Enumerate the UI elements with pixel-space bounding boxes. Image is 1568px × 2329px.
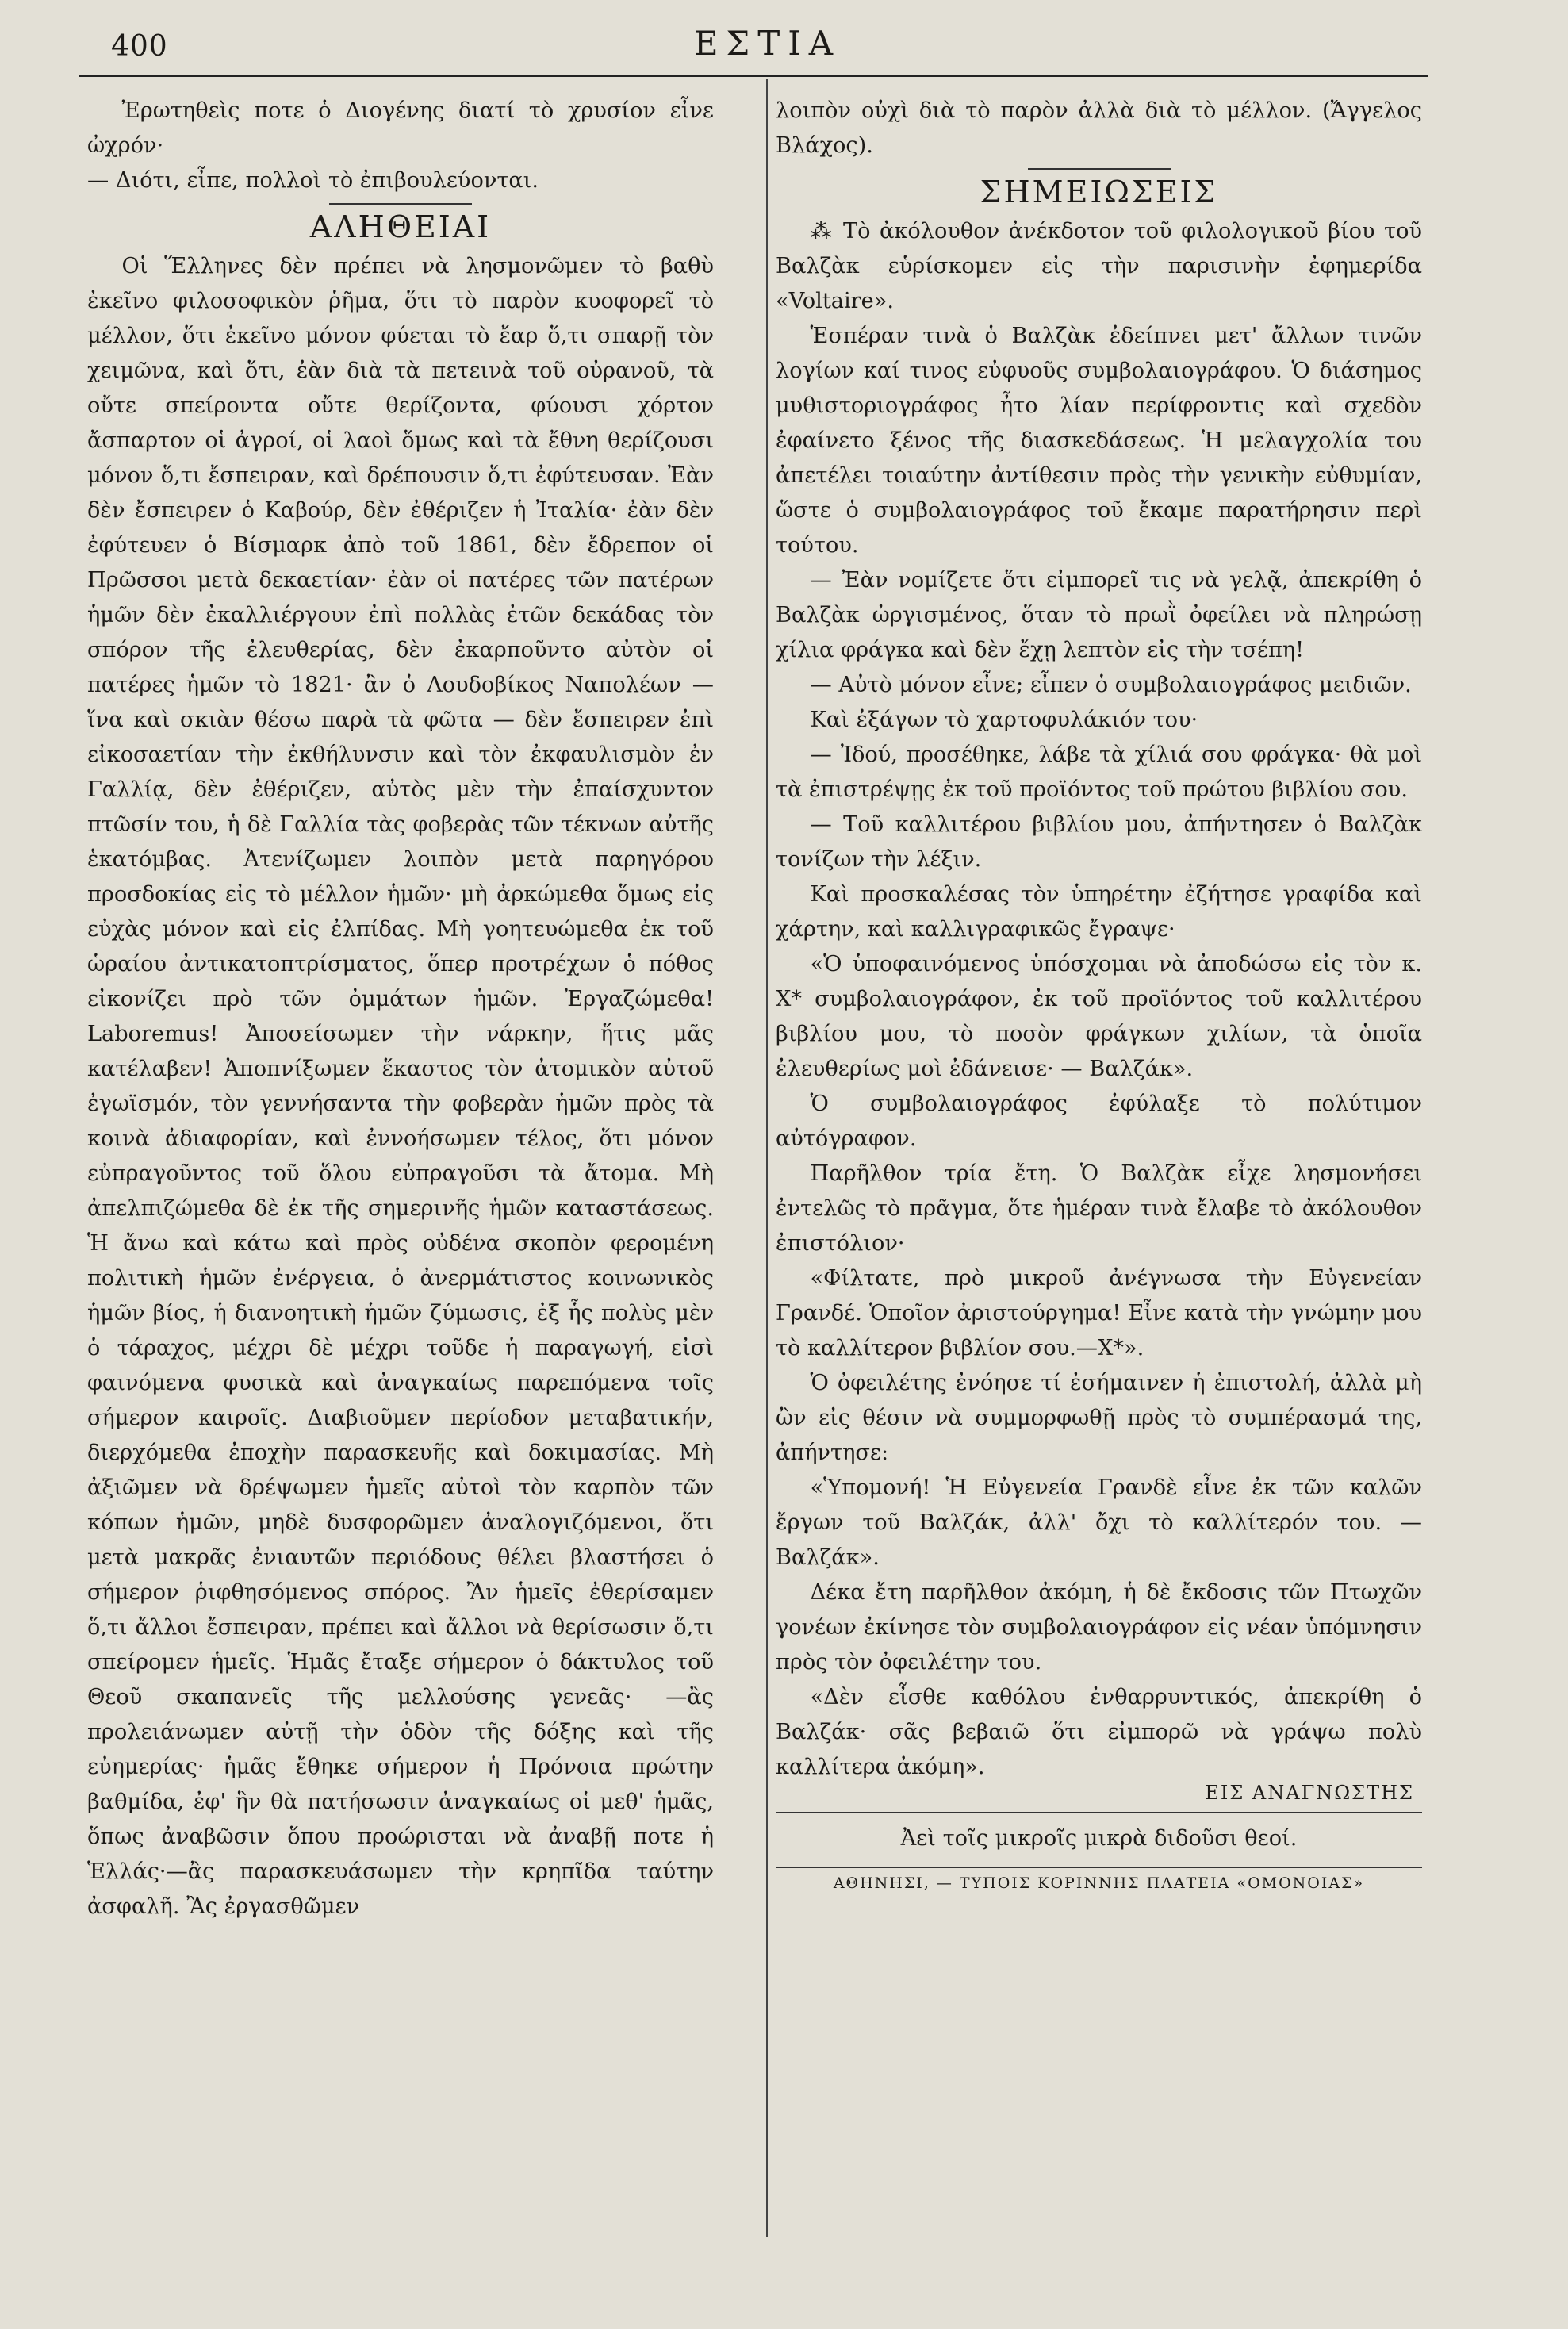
proverb-rule <box>776 1812 1422 1813</box>
section-divider <box>1028 168 1171 170</box>
signature: ΕΙΣ ΑΝΑΓΝΩΣΤΗΣ <box>1205 1782 1414 1804</box>
note-paragraph: «Ὁ ὑποφαινόμενος ὑπόσχομαι νὰ ἀποδώσω εἰς τὸν κ. Χ* συμβολαιογράφον, ἐκ τοῦ προϊόντος τοῦ καλλιτέρου βιβλίου μου, τὸ ποσὸν φράγκων χιλίων, τὰ ὁποῖα ἐλευθερίως μοὶ ἐδάνεισε· — Βαλζάκ». <box>776 952 1429 1081</box>
note-paragraph: ⁂ Τὸ ἀκόλουθον ἀνέκδοτον τοῦ φιλολογικοῦ βίου τοῦ Βαλζὰκ εὑρίσκομεν εἰς τὴν παρισινὴν ἐφημερίδα «Voltaire». <box>776 219 1429 313</box>
printer-imprint: ΑΘΗΝΗΣΙ, — ΤΥΠΟΙΣ ΚΟΡΙΝΝΗΣ ΠΛΑΤΕΙΑ «ΟΜΟΝΟΙΑΣ» <box>833 1874 1365 1892</box>
note-paragraph: — Ἰδού, προσέθηκε, λάβε τὰ χίλιά σου φράγκα· θὰ μοὶ τὰ ἐπιστρέψῃς ἐκ τοῦ προϊόντος τοῦ πρώτου βιβλίου σου. <box>776 742 1429 802</box>
left-column <box>79 94 722 1924</box>
note-paragraph: Καὶ ἐξάγων τὸ χαρτοφυλάκιόν του· <box>810 708 1198 732</box>
header-rule <box>79 75 1428 77</box>
page-number: 400 <box>111 30 168 63</box>
section-divider <box>329 203 472 205</box>
note-paragraph: Καὶ προσκαλέσας τὸν ὑπηρέτην ἐζήτησε γραφίδα καὶ χάρτην, καὶ καλλιγραφικῶς ἔγραψε· <box>776 882 1429 942</box>
note-paragraph: «Δὲν εἶσθε καθόλου ἐνθαρρυντικός, ἀπεκρίθη ὁ Βαλζάκ· σᾶς βεβαιῶ ὅτι εἰμπορῶ νὰ γράψω πολὺ καλλίτερα ἀκόμη». <box>776 1685 1429 1779</box>
proverb: Ἀεὶ τοῖς μικροῖς μικρὰ διδοῦσι θεοί. <box>900 1826 1298 1851</box>
note-paragraph: Ἑσπέραν τινὰ ὁ Βαλζὰκ ἐδείπνει μετ' ἄλλων τινῶν λογίων καί τινος εὐφυοῦς συμβολαιογράφου. Ὁ διάσημος μυθιστοριογράφος ἦτο λίαν περίφροντις καὶ σχεδὸν ἐφαίνετο ξένος τῆς διασκεδάσεως. Ἡ μελαγχολία του ἀπετέλει τοιαύτην ἀντίθεσιν πρὸς τὴν γενικὴν εὐθυμίαν, ὥστε ὁ συμβολαιογράφος τοῦ ἔκαμε παρατήρησιν περὶ τούτου. <box>776 324 1429 558</box>
right-column <box>768 94 1430 1892</box>
note-paragraph: — Αὐτὸ μόνον εἶνε; εἶπεν ὁ συμβολαιογράφος μειδιῶν. <box>810 673 1412 697</box>
note-paragraph: Δέκα ἔτη παρῆλθον ἀκόμη, ἡ δὲ ἔκδοσις τῶν Πτωχῶν γονέων ἐκίνησε τὸν συμβολαιογράφον εἰς νέαν ὑπόμνησιν πρὸς τὸν ὀφειλέτην του. <box>776 1580 1429 1675</box>
note-paragraph: — Ἐὰν νομίζετε ὅτι εἰμπορεῖ τις νὰ γελᾷ, ἀπεκρίθη ὁ Βαλζὰκ ὠργισμένος, ὅταν τὸ πρωῒ ὀφείλει νὰ πληρώσῃ χίλια φράγκα καὶ δὲν ἔχῃ λεπτὸν εἰς τὴν τσέπη! <box>776 568 1429 662</box>
periodical-title: ΕΣΤΙΑ <box>693 24 842 63</box>
article-body: Οἱ Ἕλληνες δὲν πρέπει νὰ λησμονῶμεν τὸ βαθὺ ἐκεῖνο φιλοσοφικὸν ῥῆμα, ὅτι τὸ παρὸν κυοφορεῖ τὸ μέλλον, ὅτι ἐκεῖνο μόνον φύεται τὸ ἔαρ ὅ,τι σπαρῇ τὸν χειμῶνα, καὶ ὅτι, ἐὰν διὰ τὰ πετεινὰ τοῦ οὐρανοῦ, τὰ οὔτε σπείροντα οὔτε θερίζοντα, φύουσι χόρτον ἄσπαρτον οἱ ἀγροί, οἱ λαοὶ ὅμως καὶ τὰ ἔθνη θερίζουσι μόνον ὅ,τι ἔσπειραν, καὶ δρέπουσιν ὅ,τι ἐφύτευσαν. Ἐὰν δὲν ἔσπειρεν ὁ Καβούρ, δὲν ἐθέριζεν ἡ Ἰταλία· ἐὰν δὲν ἐφύτευεν ὁ Βίσμαρκ ἀπὸ τοῦ 1861, δὲν ἔδρεπον οἱ Πρῶσσοι μετὰ δεκαετίαν· ἐὰν οἱ πατέρες τῶν πατέρων ἡμῶν δὲν ἐκαλλιέργουν ἐπὶ πολλὰς ἐτῶν δεκάδας τὸν σπόρον τῆς ἐλευθερίας, δὲν ἐκαρποῦντο αὐτὸν οἱ πατέρες ἡμῶν τὸ 1821· ἂν ὁ Λουδοβίκος Ναπολέων — ἵνα καὶ σκιὰν θέσω παρὰ τὰ φῶτα — δὲν ἔσπειρεν ἐπὶ εἰκοσαετίαν τὴν ἐκθήλυνσιν καὶ τὸν ἐκφαυλισμὸν ἐν Γαλλίᾳ, δὲν ἐθέριζεν, αὐτὸς μὲν τὴν ἐπαίσχυντον πτῶσίν του, ἡ δὲ Γαλλία τὰς φοβερὰς τῶν τέκνων αὐτῆς ἑκατόμβας. Ἀτενίζωμεν λοιπὸν μετὰ παρηγόρου προσδοκίας εἰς τὸ μέλλον ἡμῶν· μὴ ἀρκώμεθα ὅμως εἰς εὐχὰς μόνον καὶ εἰς ἐλπίδας. Μὴ γοητευώμεθα ἐκ τοῦ ὡραίου ἀντικατοπτρίσματος, ὅπερ προτρέχων ὁ πόθος εἰκονίζει πρὸ τῶν ὀμμάτων ἡμῶν. Ἐργαζώμεθα! Laboremus! Ἀποσείσωμεν τὴν νάρκην, ἥτις μᾶς κατέλαβεν! Ἀποπνίξωμεν ἕκαστος τὸν ἀτομικὸν αὐτοῦ ἐγωϊσμόν, τὸν γεννήσαντα τὴν φοβερὰν ἡμῶν πρὸς τὰ κοινὰ ἀδιαφορίαν, καὶ ἐννοήσωμεν τέλος, ὅτι μόνον εὐπραγοῦντος τοῦ ὅλου εὐπραγοῦσι τὰ ἄτομα. Μὴ ἀπελπιζώμεθα δὲ ἐκ τῆς σημερινῆς ἡμῶν καταστάσεως. Ἡ ἄνω καὶ κάτω καὶ πρὸς οὐδένα σκοπὸν φερομένη πολιτικὴ ἡμῶν ἐνέργεια, ὁ ἀνερμάτιστος κοινωνικὸς ἡμῶν βίος, ἡ διανοητικὴ ἡμῶν ζύμωσις, ἐξ ἧς πολὺς μὲν ὁ τάραχος, μέχρι δὲ μέχρι τοῦδε ἡ παραγωγή, εἰσὶ φαινόμενα φυσικὰ καὶ ἀναγκαίως παρεπόμενα τοῖς σήμερον καιροῖς. Διαβιοῦμεν περίοδον μεταβατικήν, διερχόμεθα ἐποχὴν παρασκευῆς καὶ δοκιμασίας. Μὴ ἀξιῶμεν νὰ δρέψωμεν ἡμεῖς αὐτοὶ τὸν καρπὸν τῶν κόπων ἡμῶν, μηδὲ δυσφορῶμεν ἀναλογιζόμενοι, ὅτι μετὰ μακρᾶς ἐνιαυτῶν περιόδους θέλει βλαστήσει ὁ σήμερον ῥιφθησόμενος σπόρος. Ἂν ἡμεῖς ἐθερίσαμεν ὅ,τι ἄλλοι ἔσπειραν, πρέπει καὶ ἄλλοι νὰ θερίσωσιν ὅ,τι σπείρομεν ἡμεῖς. Ἡμᾶς ἔταξε σήμερον ὁ δάκτυλος τοῦ Θεοῦ σκαπανεῖς τῆς μελλούσης γενεᾶς· —ἂς προλειάνωμεν αὐτῇ τὴν ὁδὸν τῆς δόξης καὶ τῆς εὐημερίας· ἡμᾶς ἔθηκε σήμερον ἡ Πρόνοια πρώτην βαθμίδα, ἐφ' ἣν θὰ πατήσωσιν ἀναγκαίως οἱ μεθ' ἡμᾶς, ὅπως ἀναβῶσιν ὅπου προώρισται νὰ ἀναβῇ ποτε ἡ Ἑλλάς·—ἂς παρασκευάσωμεν τὴν κρηπῖδα ταύτην ἀσφαλῆ. Ἂς ἐργασθῶμεν <box>87 254 721 1919</box>
section-title-alitheiai: ΑΛΗΘΕΙΑΙ <box>309 209 492 244</box>
note-paragraph: «Φίλτατε, πρὸ μικροῦ ἀνέγνωσα τὴν Εὐγενείαν Γρανδέ. Ὁποῖον ἀριστούργημα! Εἶνε κατὰ τὴν γνώμην μου τὸ καλλίτερον βιβλίον σου.—Χ*». <box>776 1266 1429 1360</box>
note-paragraph: Ὁ ὀφειλέτης ἐνόησε τί ἐσήμαινεν ἡ ἐπιστολή, ἀλλὰ μὴ ὢν εἰς θέσιν νὰ συμμορφωθῇ πρὸς τὸ συμπέρασμά της, ἀπήντησε: <box>776 1371 1429 1465</box>
footer-rule <box>776 1867 1422 1868</box>
note-paragraph: «Ὑπομονή! Ἡ Εὐγενεία Γρανδὲ εἶνε ἐκ τῶν καλῶν ἔργων τοῦ Βαλζάκ, ἀλλ' ὄχι τὸ καλλίτερόν του. — Βαλζάκ». <box>776 1475 1429 1570</box>
note-paragraph: Ὁ συμβολαιογράφος ἐφύλαξε τὸ πολύτιμον αὐτόγραφον. <box>776 1092 1429 1151</box>
section-title-simeioseis: ΣΗΜΕΙΩΣΕΙΣ <box>980 175 1218 209</box>
article-continuation: λοιπὸν οὐχὶ διὰ τὸ παρὸν ἀλλὰ διὰ τὸ μέλλον. (Ἄγγελος Βλάχος). <box>776 98 1429 158</box>
diogenes-anecdote: Ἐρωτηθεὶς ποτε ὁ Διογένης διατί τὸ χρυσίον εἶνε ὠχρόν· — Διότι, εἶπε, πολλοὶ τὸ ἐπιβουλεύονται. <box>87 98 714 193</box>
note-paragraph: — Τοῦ καλλιτέρου βιβλίου μου, ἀπήντησεν ὁ Βαλζὰκ τονίζων τὴν λέξιν. <box>776 812 1429 872</box>
page-header <box>111 24 1424 73</box>
note-paragraph: Παρῆλθον τρία ἔτη. Ὁ Βαλζὰκ εἶχε λησμονήσει ἐντελῶς τὸ πρᾶγμα, ὅτε ἡμέραν τινὰ ἔλαβε τὸ ἀκόλουθον ἐπιστόλιον· <box>776 1161 1429 1256</box>
notes-body <box>768 214 1430 1785</box>
